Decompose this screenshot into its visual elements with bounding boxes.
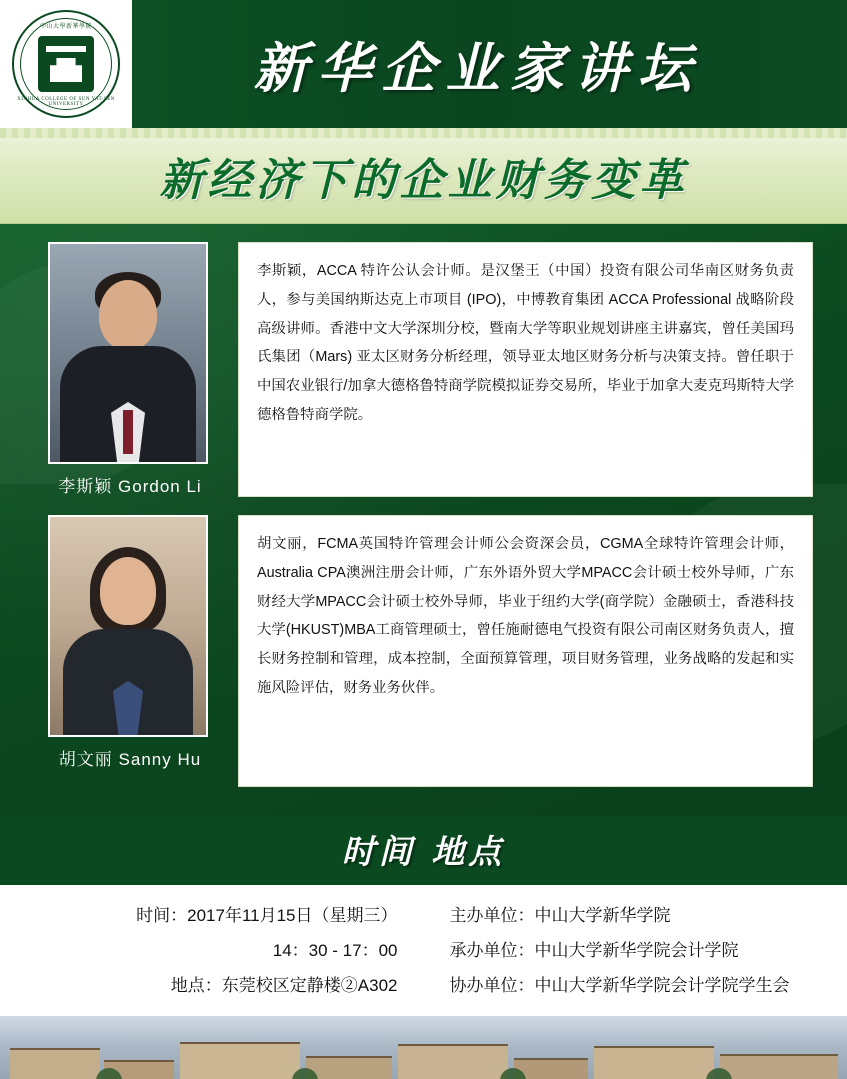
organizer-line: 承办单位：中山大学新华学院会计学院: [449, 940, 739, 960]
organizer-line: 主办单位：中山大学新华学院: [449, 906, 671, 925]
speaker-photo: [48, 515, 208, 737]
building: [10, 1048, 100, 1079]
photo-head: [100, 557, 156, 625]
speaker-photo-column: [48, 242, 238, 497]
poster-subtitle: 新经济下的企业财务变革: [159, 154, 688, 206]
event-details-column: [0, 899, 424, 1004]
speaker-card: [0, 242, 847, 497]
speaker-bio: 胡文丽，FCMA英国特许管理会计师公会资深会员，CGMA全球特许管理会计师，Australia CPA澳洲注册会计师，广东外语外贸大学MPACC会计硕士校外导师，广东财经大学MPACC会计硕士校外导师，毕业于纽约大学(商学院）金融硕士，香港科技大学(HKUST)MBA工商管理硕士，曾任施耐德电气投资有限公司南区财务负责人，擅长财务控制和管理，成本控制，全面预算管理，项目财务管理，业务战略的发起和实施风险评估，财务业务伙伴。: [238, 515, 813, 787]
building: [180, 1042, 300, 1079]
speaker-card: [0, 515, 847, 787]
logo-plate: [0, 0, 132, 128]
building: [720, 1054, 838, 1079]
time-place-header: [0, 816, 847, 885]
organizer-details-column: [424, 899, 847, 1004]
building: [306, 1056, 392, 1079]
speakers-section: [0, 224, 847, 816]
speaker-name: 胡文丽 Sanny Hu: [58, 750, 202, 769]
event-detail-line: 14：30 - 17：00: [272, 940, 398, 960]
seal-text-bottom: XINHUA COLLEGE OF SUN YAT-SEN UNIVERSITY: [17, 97, 115, 107]
event-detail-line: 地点：东莞校区定静楼②A302: [170, 975, 398, 995]
seal-text-top: 中山大學新華學院: [39, 24, 92, 30]
poster-header: [0, 0, 847, 128]
university-seal-icon: [12, 10, 120, 118]
organizer-line: 协办单位：中山大学新华学院会计学院学生会: [449, 975, 790, 995]
photo-shirt: [113, 681, 143, 735]
speaker-photo-column: [48, 515, 238, 787]
time-place-details: [0, 885, 847, 1016]
speaker-name: 李斯颖 Gordon Li: [58, 477, 202, 496]
event-detail-line: 时间：2017年11月15日（星期三）: [136, 906, 398, 925]
photo-tie: [123, 410, 133, 454]
building: [594, 1046, 714, 1079]
photo-head: [99, 280, 157, 350]
subtitle-band: [0, 128, 847, 224]
time-place-title: 时间 地点: [341, 832, 506, 871]
campus-skyline-image: [0, 1016, 847, 1079]
speaker-photo: [48, 242, 208, 464]
speaker-bio: 李斯颖，ACCA 特许公认会计师。是汉堡王（中国）投资有限公司华南区财务负责人，参与美国纳斯达克上市项目 (IPO)，中博教育集团 ACCA Professional 战略阶段高级讲师。香港中文大学深圳分校，暨南大学等职业规划讲座主讲嘉宾，曾任美国玛氏集团（Mars) 亚太区财务分析经理，领导亚太地区财务分析与决策支持。曾任职于中国农业银行/加拿大德格鲁特商学院模拟证券交易所，毕业于加拿大麦克玛斯特大学德格鲁特商学院。: [238, 242, 813, 497]
building: [398, 1044, 508, 1079]
page-title: 新华企业家讲坛: [253, 35, 702, 100]
seal-gate-icon: [38, 36, 94, 92]
